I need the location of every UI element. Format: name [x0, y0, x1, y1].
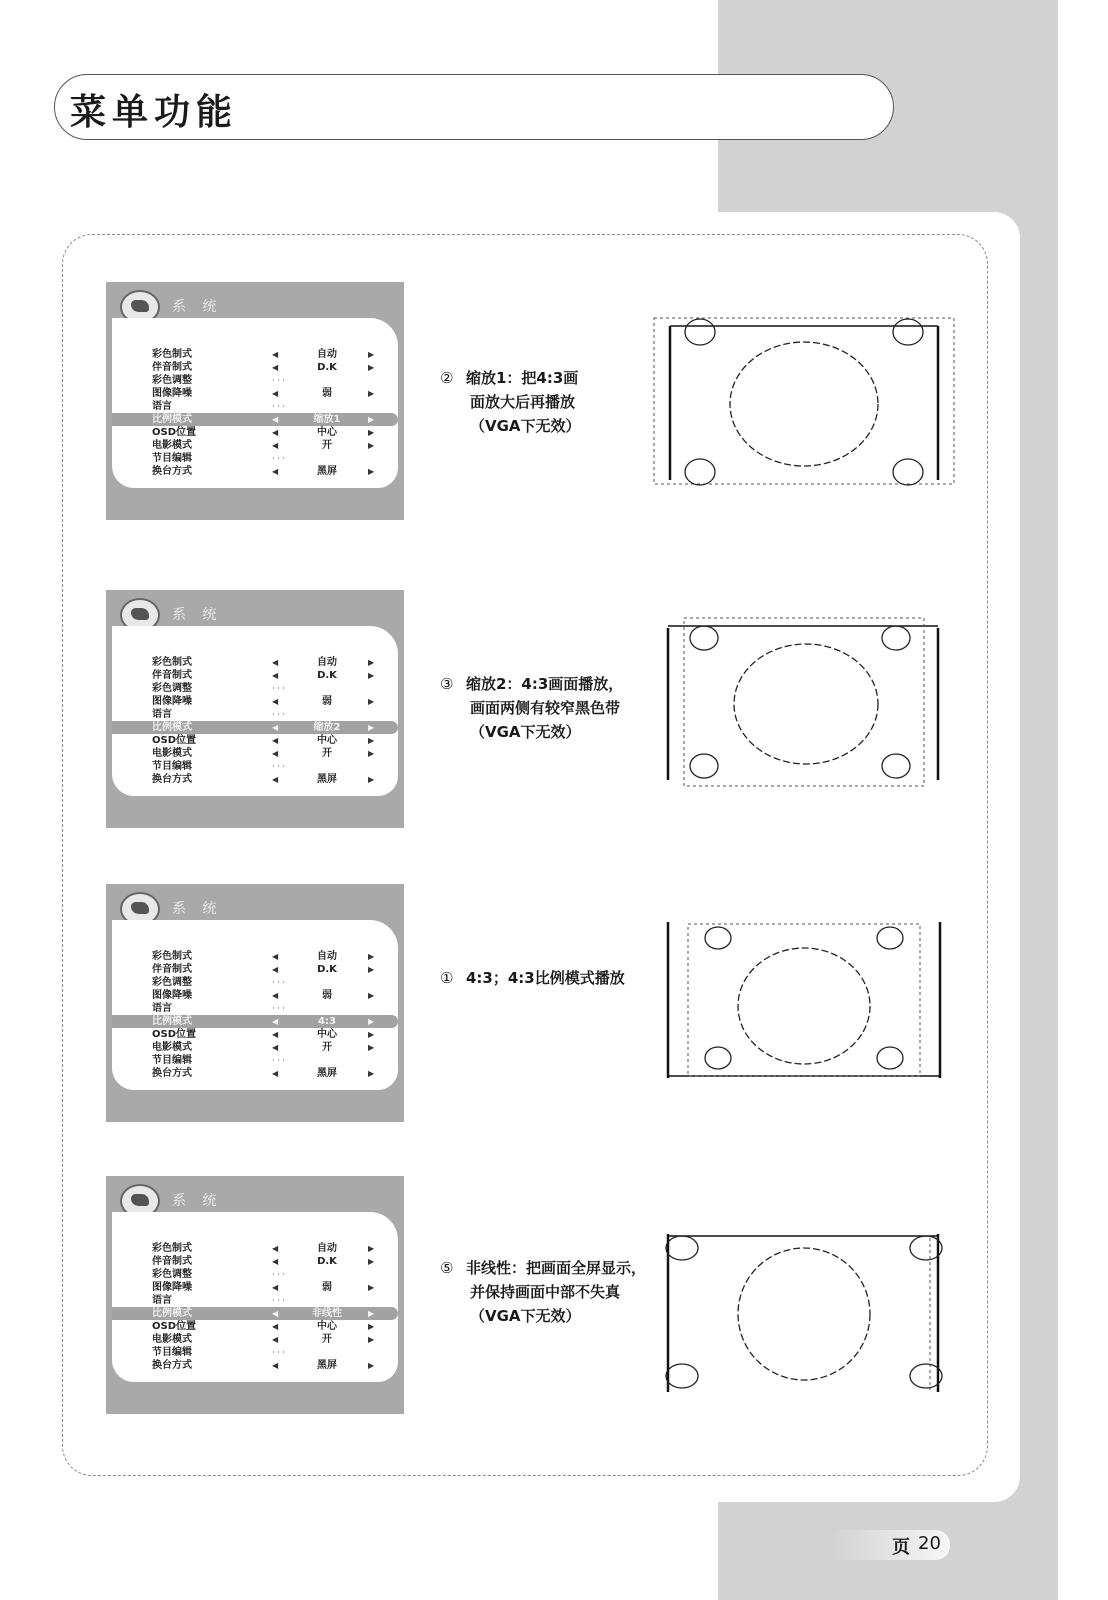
menu-panel [112, 920, 398, 1090]
menu-row-aspect-ratio: 比例模式 ◀ 缩放1 ▶ [112, 413, 398, 426]
page-label: 页 [892, 1537, 910, 1558]
menu-row-osd-position: OSD位置 ◀ 中心 ▶ [152, 1029, 375, 1040]
mode-description: ① 4:3；4:3比例模式播放 [440, 969, 625, 987]
mode-description: ⑤ 非线性：把画面全屏显示， 并保持画面中部不失真 （VGA下无效） [440, 1259, 647, 1325]
osd-menu-screenshot [106, 590, 404, 828]
menu-row-color-adjust: 彩色调整 · · · [152, 977, 285, 988]
menu-row-channel-edit: 节目编辑 · · · [152, 761, 285, 772]
menu-row-channel-edit: 节目编辑 · · · [152, 453, 285, 464]
nonlinear-diagram [664, 1232, 954, 1396]
menu-row-channel-switch: 换台方式 ◀ 黑屏 ▶ [152, 466, 375, 477]
menu-row-channel-edit: 节目编辑 · · · [152, 1055, 285, 1066]
menu-row-sound-system: 伴音制式 ◀ D.K ▶ [152, 964, 375, 975]
menu-row-osd-position: OSD位置 ◀ 中心 ▶ [152, 1321, 375, 1332]
menu-row-movie-mode: 电影模式 ◀ 开 ▶ [152, 748, 375, 759]
menu-row-sound-system: 伴音制式 ◀ D.K ▶ [152, 670, 375, 681]
mode-description: ③ 缩放2：4:3画面播放， 画面两侧有较窄黑色带 （VGA下无效） [440, 675, 624, 741]
menu-title: 系 统 [172, 1193, 223, 1209]
menu-row-noise-reduction: 图像降噪 ◀ 弱 ▶ [152, 696, 375, 707]
menu-row-channel-switch: 换台方式 ◀ 黑屏 ▶ [152, 774, 375, 785]
menu-row-channel-switch: 换台方式 ◀ 黑屏 ▶ [152, 1360, 375, 1371]
osd-menu-screenshot [106, 1176, 404, 1414]
menu-row-movie-mode: 电影模式 ◀ 开 ▶ [152, 440, 375, 451]
menu-row-language: 语言 · · · [152, 709, 285, 720]
menu-panel [112, 1212, 398, 1382]
menu-row-color-system: 彩色制式 ◀ 自动 ▶ [152, 349, 375, 360]
page-number: 20 [918, 1533, 941, 1554]
menu-row-noise-reduction: 图像降噪 ◀ 弱 ▶ [152, 388, 375, 399]
menu-title: 系 统 [172, 901, 223, 917]
menu-panel [112, 318, 398, 488]
menu-row-aspect-ratio: 比例模式 ◀ 缩放2 ▶ [112, 721, 398, 734]
menu-row-color-system: 彩色制式 ◀ 自动 ▶ [152, 951, 375, 962]
zoom2-diagram [664, 616, 954, 792]
menu-row-noise-reduction: 图像降噪 ◀ 弱 ▶ [152, 1282, 375, 1293]
osd-menu-screenshot [106, 282, 404, 520]
menu-title: 系 统 [172, 607, 223, 623]
page-title: 菜单功能 [70, 91, 239, 133]
menu-row-language: 语言 · · · [152, 1295, 285, 1306]
menu-row-channel-edit: 节目编辑 · · · [152, 1347, 285, 1358]
menu-row-osd-position: OSD位置 ◀ 中心 ▶ [152, 735, 375, 746]
menu-row-channel-switch: 换台方式 ◀ 黑屏 ▶ [152, 1068, 375, 1079]
menu-row-movie-mode: 电影模式 ◀ 开 ▶ [152, 1334, 375, 1345]
menu-row-language: 语言 · · · [152, 1003, 285, 1014]
menu-row-aspect-ratio: 比例模式 ◀ 4:3 ▶ [112, 1015, 398, 1028]
menu-row-color-adjust: 彩色调整 · · · [152, 683, 285, 694]
menu-row-sound-system: 伴音制式 ◀ D.K ▶ [152, 1256, 375, 1267]
menu-row-movie-mode: 电影模式 ◀ 开 ▶ [152, 1042, 375, 1053]
zoom1-diagram [648, 314, 968, 490]
ratio-4-3-diagram [664, 916, 954, 1084]
menu-row-color-system: 彩色制式 ◀ 自动 ▶ [152, 657, 375, 668]
menu-row-aspect-ratio: 比例模式 ◀ 非线性 ▶ [112, 1307, 398, 1320]
mode-description: ② 缩放1：把4:3画 面放大后再播放 （VGA下无效） [440, 369, 581, 435]
menu-panel [112, 626, 398, 796]
menu-row-noise-reduction: 图像降噪 ◀ 弱 ▶ [152, 990, 375, 1001]
menu-row-color-adjust: 彩色调整 · · · [152, 1269, 285, 1280]
menu-row-osd-position: OSD位置 ◀ 中心 ▶ [152, 427, 375, 438]
osd-menu-screenshot [106, 884, 404, 1122]
menu-row-color-adjust: 彩色调整 · · · [152, 375, 285, 386]
menu-row-language: 语言 · · · [152, 401, 285, 412]
menu-row-sound-system: 伴音制式 ◀ D.K ▶ [152, 362, 375, 373]
menu-title: 系 统 [172, 299, 223, 315]
menu-row-color-system: 彩色制式 ◀ 自动 ▶ [152, 1243, 375, 1254]
